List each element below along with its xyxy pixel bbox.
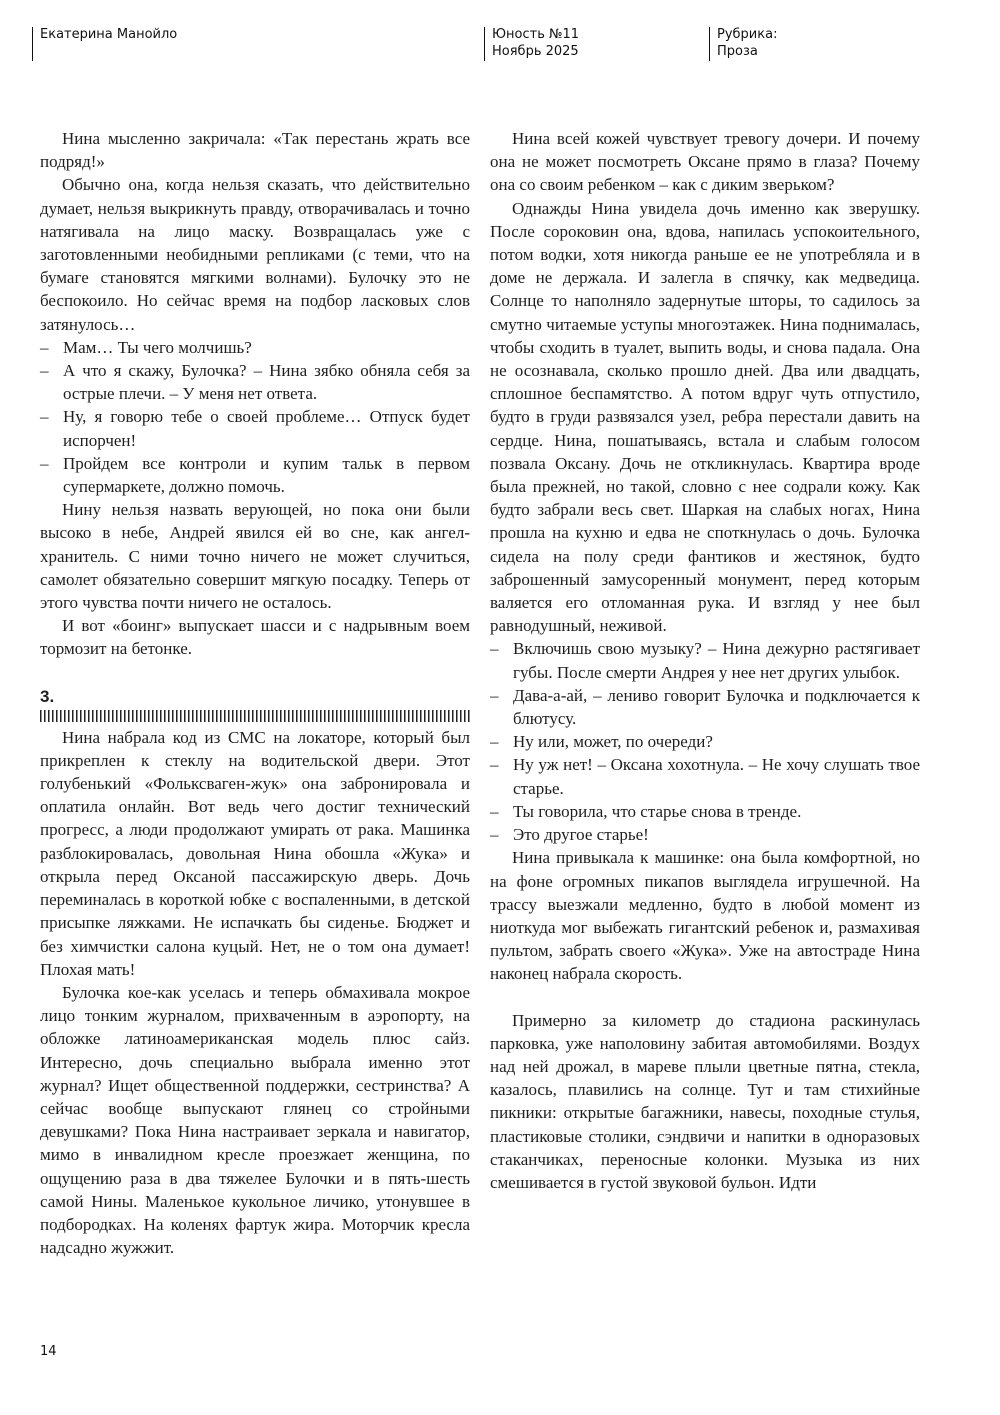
paragraph: Обычно она, когда нельзя сказать, что действительно думает, нельзя выкрикнуть правду, отворачивалась и точно натягивала на лицо маску. Возвращалась уже с заготовленными необидными репликами (с теми, что на бумаге становятся мягкими волнами). Булочку это не беспокоило. Но сейчас время на подбор ласковых слов затянулось… xyxy=(40,175,470,334)
author-name: Екатерина Манойло xyxy=(40,27,178,42)
right-column xyxy=(490,127,920,1194)
paragraph: Однажды Нина увидела дочь именно как зверушку. После сороковин она, вдова, напилась успокоительного, потом водки, хотя никогда раньше ее не употребляла и в доме не держала. И залегла в спячку, как медведица. Солнце то наполняло задернутые шторы, то садилось за смутно читаемые уступы многоэтажек. Нина поднималась, чтобы сходить в туалет, выпить воды, и снова падала. Она не осознавала, сколько прошло дней. Два или двадцать, сплошное беспамятство. А потом вдруг чуть отпустило, будто в груди развязался узел, ребра перестали давить на сердце. Нина, пошатываясь, встала и слабым голосом позвала Оксану. Дочь не откликнулась. Квартира вроде была прежней, но такой, словно с нее содрали кожу. Как будто забрали весь свет. Шаркая на слабых ногах, Нина прошла на кухню и едва не споткнулась о дочь. Булочка сидела на полу среди фантиков и жестянок, будто заброшенный замусоренный монумент, перед которым валяется его отломанная рука. И взгляд у нее был равнодушный, неживой. xyxy=(490,198,920,636)
dialogue-text: Ну, я говорю тебе о своей проблеме… Отпуск будет испорчен! xyxy=(63,407,470,450)
dialogue-text: Ну уж нет! – Оксана хохотнула. – Не хочу слушать твое старье. xyxy=(513,755,920,798)
paragraph: И вот «боинг» выпускает шасси и с надрывным воем тормозит на бетонке. xyxy=(40,616,470,659)
dialogue-dash: – xyxy=(490,639,499,659)
dialogue-line xyxy=(40,452,470,498)
dialogue-text: Включишь свою музыку? – Нина дежурно растягивает губы. После смерти Андрея у нее нет других улыбок. xyxy=(513,639,920,682)
dialogue-text: Пройдем все контроли и купим тальк в первом супермаркете, должно помочь. xyxy=(63,453,470,497)
dialogue-text: Ну или, может, по очереди? xyxy=(513,732,713,752)
dialogue-dash: – xyxy=(40,337,49,357)
issue-date: Ноябрь 2025 xyxy=(492,44,579,59)
dialogue-dash: – xyxy=(490,685,499,705)
dialogue-text: Мам… Ты чего молчишь? xyxy=(63,337,252,357)
spacer xyxy=(40,661,470,684)
paragraph: Булочка кое-как уселась и теперь обмахивала мокрое лицо тонким журналом, прихваченным в аэропорту, на обложке латиноамериканская модель плюс сайз. Интересно, дочь специально выбрала именно этот журнал? Ищет общественной поддержки, сестринства? А сейчас вообще выпускают глянец со стройными девушками? Пока Нина настраивает зеркала и навигатор, мимо в инвалидном кресле проезжает женщина, по ощущению раза в два тяжелее Булочки и в пять-шесть самой Нины. Маленькое кукольное личико, утонувшее в подбородках. На коленях фартук жира. Моторчик кресла надсадно жужжит. xyxy=(40,982,470,1258)
paragraph: Нина привыкала к машинке: она была комфортной, но на фоне огромных пикапов выглядела игрушечной. На трассу выезжали медленно, будто в любой момент из ниоткуда мог выбежать гигантский ребенок и, размахивая пультом, забрать своего «Жука». Уже на автостраде Нина наконец набрала скорость. xyxy=(490,848,920,984)
section-divider xyxy=(40,710,470,722)
paragraph: Нину нельзя назвать верующей, но пока они были высоко в небе, Андрей явился ей во сне, как ангел-хранитель. С ними точно ничего не может случиться, самолет обязательно совершит мягкую посадку. Теперь от этого чувства почти ничего не осталось. xyxy=(40,500,470,613)
dialogue-line xyxy=(490,730,920,753)
left-column xyxy=(40,127,470,1259)
spacer xyxy=(490,986,920,1009)
rubric-value: Проза xyxy=(717,44,758,59)
dialogue-dash: – xyxy=(40,361,49,381)
paragraph: Нина мысленно закричала: «Так перестань жрать все подряд!» xyxy=(40,129,470,172)
dialogue-text: Дава-а-ай, – лениво говорит Булочка и подключается к блютусу. xyxy=(513,685,920,729)
dialogue-line xyxy=(490,753,920,799)
dialogue-line xyxy=(40,359,470,405)
dialogue-line xyxy=(490,684,920,730)
dialogue-line xyxy=(40,336,470,359)
page-number: 14 xyxy=(40,1344,57,1359)
journal-issue: Юность №11 xyxy=(492,27,580,42)
dialogue-text: Это другое старье! xyxy=(513,825,649,845)
paragraph: Нина всей кожей чувствует тревогу дочери. И почему она не может посмотреть Оксане прямо в глаза? Почему она со своим ребенком – как с диким зверьком? xyxy=(490,129,920,195)
left-blocks xyxy=(40,127,470,661)
header-rubric xyxy=(717,26,777,60)
header-issue xyxy=(492,26,579,60)
dialogue-line xyxy=(490,800,920,823)
right-blocks-after xyxy=(490,1009,920,1195)
dialogue-dash: – xyxy=(490,801,499,821)
dialogue-line xyxy=(40,405,470,451)
dialogue-dash: – xyxy=(490,755,499,775)
dialogue-dash: – xyxy=(490,732,499,752)
paragraph: Примерно за километр до стадиона раскинулась парковка, уже наполовину забитая автомобилями. Воздух над ней дрожал, в мареве плыли цветные пятна, стекла, казалось, плавились на солнце. Тут и там стихийные пикники: открытые багажники, навесы, походные стулья, пластиковые столики, сэндвичи и напитки в одноразовых стаканчиках, переносные колонки. Музыка из них смешивается в густой звуковой бульон. Идти xyxy=(490,1010,920,1192)
header-author xyxy=(40,26,177,43)
dialogue-dash: – xyxy=(40,453,49,473)
left-blocks-after xyxy=(40,726,470,1260)
rubric-label: Рубрика: xyxy=(717,27,778,42)
dialogue-text: А что я скажу, Булочка? – Нина зябко обняла себя за острые плечи. – У меня нет ответа. xyxy=(63,361,470,404)
dialogue-dash: – xyxy=(490,825,499,845)
paragraph: Нина набрала код из СМС на локаторе, который был прикреплен к стеклу на водительской двери. Этот голубенький «Фольксваген-жук» она забронировала и оплатила онлайн. Вот ведь чего достиг технический прогресс, а люди продолжают умирать от рака. Машинка разблокировалась, довольная Нина обошла «Жука» и открыла перед Оксаной пассажирскую дверь. Дочь переминалась в короткой юбке с воспаленными, в детской присыпке ляжками. Не испачкать бы сиденье. Бюджет и без химчистки салона куцый. Нет, не о том она думает! Плохая мать! xyxy=(40,727,470,979)
dialogue-text: Ты говорила, что старье снова в тренде. xyxy=(513,801,802,821)
section-number: 3. xyxy=(40,686,55,706)
dialogue-line xyxy=(490,823,920,846)
dialogue-dash: – xyxy=(40,407,49,427)
right-blocks xyxy=(490,127,920,986)
dialogue-line xyxy=(490,637,920,683)
